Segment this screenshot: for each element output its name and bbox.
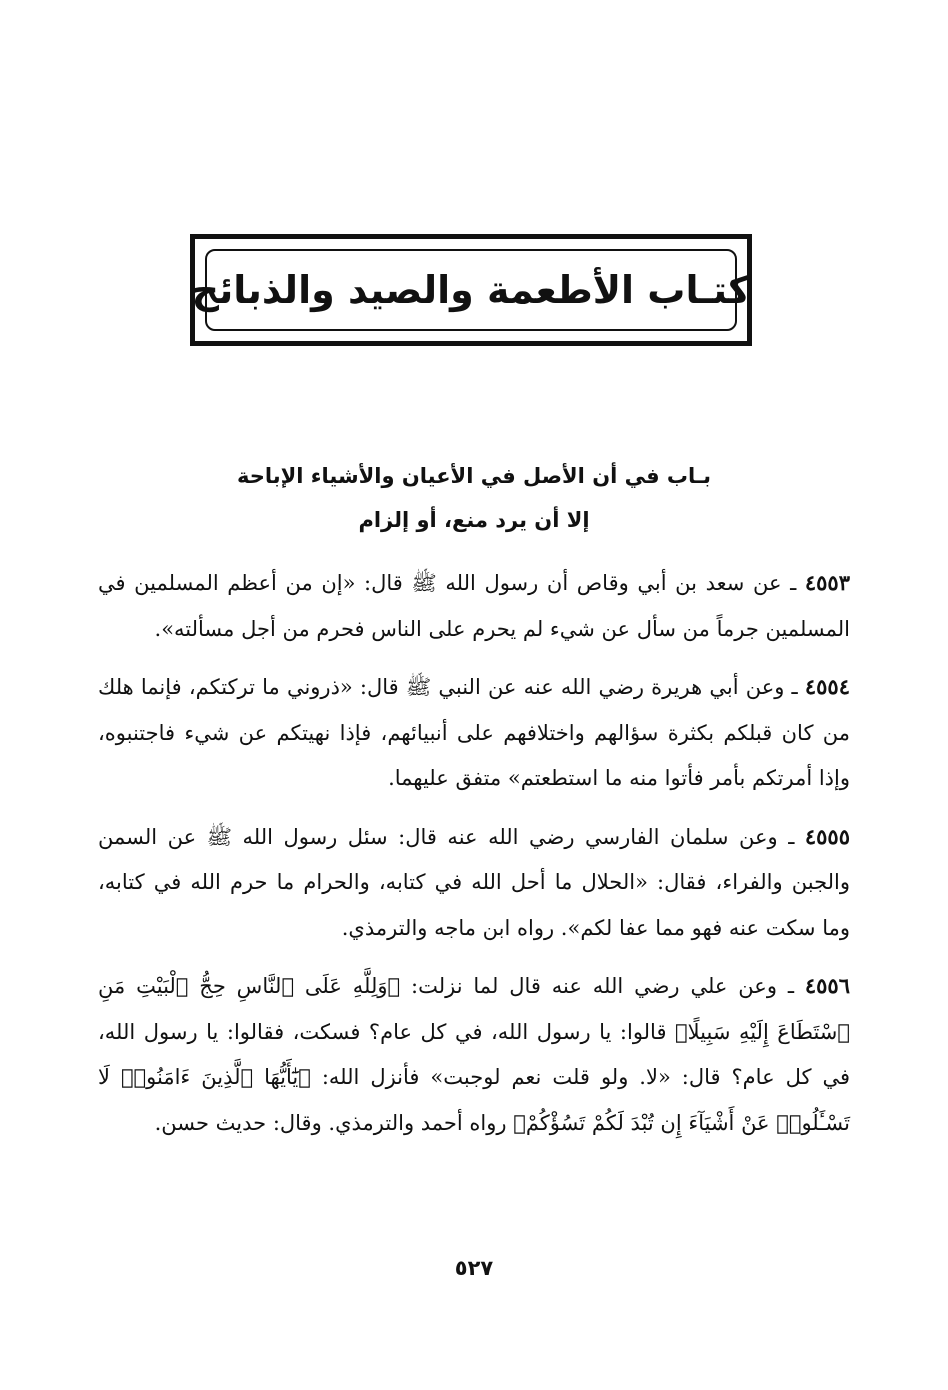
- hadith-number: ٤٥٥٦: [804, 973, 850, 998]
- book-title: كتـاب الأطعمة والصيد والذبائح: [191, 268, 751, 312]
- hadith-text: ـ وعن سلمان الفارسي رضي الله عنه قال: سئل رسول الله ﷺ عن السمن والجبن والفراء، فقال: «الحلال ما أحل الله في كتابه، والحرام ما حرم الله في كتابه، وما سكت عنه فهو مما عفا لكم». رواه ابن ماجه والترمذي.: [98, 824, 850, 940]
- title-inner-border: [191, 249, 751, 331]
- hadith-list: [98, 560, 850, 1158]
- hadith-number: ٤٥٥٥: [804, 823, 850, 849]
- hadith-number: ٤٥٥٤: [804, 674, 850, 699]
- page-number: ٥٢٧: [454, 1256, 494, 1280]
- hadith-text: ـ عن سعد بن أبي وقاص أن رسول الله ﷺ قال: «إن من أعظم المسلمين في المسلمين جرماً من سأل عن شيء لم يحرم على الناس فحرم من أجل مسألته».: [98, 571, 850, 641]
- hadith-4554: [98, 664, 850, 802]
- hadith-4555: [98, 814, 850, 952]
- hadith-text: ـ وعن علي رضي الله عنه قال لما نزلت: ﴿وَلِلَّهِ عَلَى ٱلنَّاسِ حِجُّ ٱلْبَيْتِ مَنِ ٱسْتَطَاعَ إِلَيْهِ سَبِيلًا﴾ قالوا: يا رسول الله، في كل عام؟ فسكت، فقالوا: يا رسول الله، في كل عام؟ قال: «لا. ولو قلت نعم لوجبت» فأنزل الله: ﴿يَٰٓأَيُّهَا ٱلَّذِينَ ءَامَنُوا۟ لَا تَسْـَٔلُوا۟ عَنْ أَشْيَآءَ إِن تُبْدَ لَكُمْ تَسُؤْكُمْ﴾ رواه أحمد والترمذي. وقال: حديث حسن.: [98, 974, 850, 1135]
- chapter-heading-line2: إلا أن يرد منع، أو إلزام: [358, 508, 590, 532]
- hadith-text: ـ وعن أبي هريرة رضي الله عنه عن النبي ﷺ قال: «ذروني ما تركتكم، فإنما هلك من كان قبلكم بكثرة سؤالهم واختلافهم على أنبيائهم، فإذا نهيتكم عن شيء فاجتنبوه، وإذا أمرتكم بأمر فأتوا منه ما استطعتم» متفق عليهما.: [98, 675, 850, 790]
- hadith-4553: [98, 560, 850, 652]
- title-frame: [190, 234, 752, 346]
- chapter-heading-line1: بـاب في أن الأصل في الأعيان والأشياء الإباحة: [237, 464, 711, 488]
- hadith-4556: [98, 963, 850, 1146]
- hadith-number: ٤٥٥٣: [804, 570, 850, 595]
